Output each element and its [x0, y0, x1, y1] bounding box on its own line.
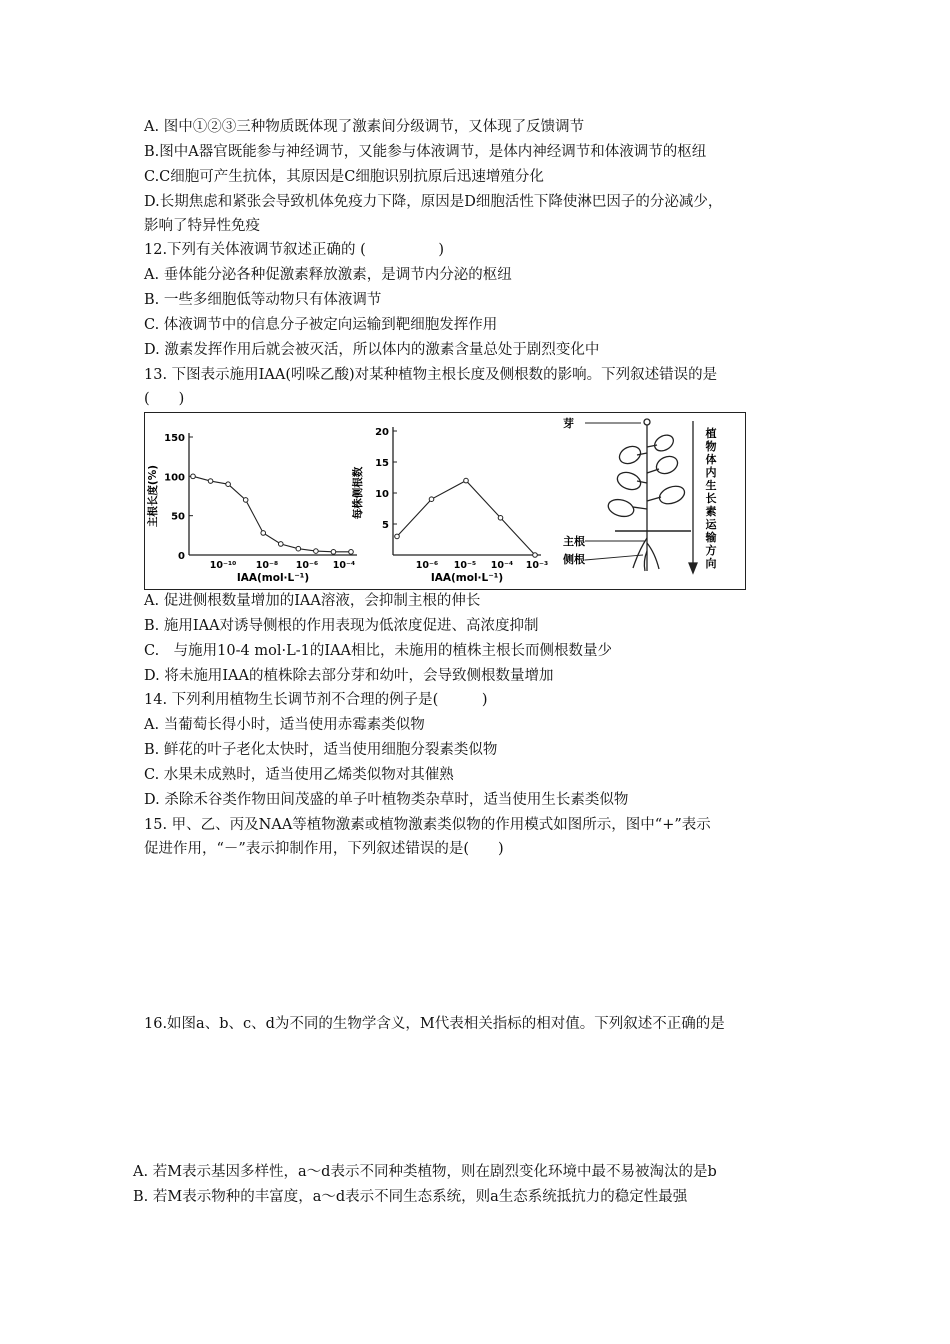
x-tick-label: 10⁻⁶	[295, 560, 319, 571]
y-tick-label: 10	[375, 489, 389, 500]
option-d: D. 将未施用IAA的植株除去部分芽和幼叶，会导致侧根数量增加	[144, 668, 554, 684]
y-axis-label: 主根长度(%)	[147, 464, 159, 528]
option-a: A. 若M表示基因多样性，a～d表示不同种类植物，则在剧烈变化环境中最不易被淘汰的是b	[133, 1164, 717, 1180]
data-point	[395, 534, 400, 539]
x-tick-label: 10⁻⁸	[255, 560, 279, 571]
option-c: C. 与施用10-4 mol·L-1的IAA相比，未施用的植株主根长而侧根数量少	[144, 643, 613, 659]
x-tick-label: 10⁻⁴	[332, 560, 356, 571]
main-root-length-chart	[146, 433, 357, 584]
x-tick-label: 10⁻⁵	[453, 560, 477, 571]
x-tick-label: 10⁻⁶	[415, 560, 439, 571]
data-line	[397, 481, 535, 555]
question-16: 16.如图a、b、c、d为不同的生物学含义，M代表相关指标的相对值。下列叙述不正确的是	[144, 1016, 725, 1032]
option-a: A. 当葡萄长得小时，适当使用赤霉素类似物	[144, 717, 425, 733]
y-axis-label: 每株侧根数	[352, 466, 364, 520]
option-d: D. 杀除禾谷类作物田间茂盛的单子叶植物类杂草时，适当使用生长素类似物	[144, 792, 629, 808]
data-point	[296, 546, 301, 551]
data-point	[261, 531, 266, 536]
question-15-cont: 促进作用，“－”表示抑制作用，下列叙述错误的是( )	[144, 841, 504, 857]
text-line: B.图中A器官既能参与神经调节，又能参与体液调节，是体内神经调节和体液调节的枢纽	[144, 144, 707, 160]
text-line: C.C细胞可产生抗体，其原因是C细胞识别抗原后迅速增殖分化	[144, 169, 544, 185]
y-tick-label: 100	[164, 472, 185, 484]
bud-label: 芽	[563, 417, 574, 430]
question-15: 15. 甲、乙、丙及NAA等植物激素或植物激素类似物的作用模式如图所示，图中“+”表示	[144, 817, 711, 833]
main-root-label: 主根	[563, 535, 585, 548]
option-a: A. 垂体能分泌各种促激素释放激素，是调节内分泌的枢纽	[144, 267, 512, 283]
x-axis-label: IAA(mol·L⁻¹)	[236, 572, 310, 584]
data-point	[331, 550, 336, 555]
lateral-root-count-chart	[351, 427, 548, 584]
iaa-figure	[144, 412, 746, 590]
y-tick-label: 150	[164, 433, 185, 444]
y-tick-label: 5	[382, 520, 389, 531]
y-tick-label: 0	[178, 551, 185, 562]
text-line: A. 图中①②③三种物质既体现了激素间分级调节，又体现了反馈调节	[144, 119, 585, 135]
x-axis-label: IAA(mol·L⁻¹)	[430, 572, 504, 584]
x-tick-label: 10⁻⁴	[490, 560, 514, 571]
data-point	[349, 550, 354, 555]
text-line: D.长期焦虑和紧张会导致机体免疫力下降，原因是D细胞活性下降使淋巴因子的分泌减少，	[144, 194, 723, 210]
option-c: C. 水果未成熟时，适当使用乙烯类似物对其催熟	[144, 767, 454, 783]
option-b: B. 一些多细胞低等动物只有体液调节	[144, 292, 382, 308]
lateral-root-label: 侧根	[563, 553, 585, 566]
plant-illustration	[585, 419, 697, 573]
option-a: A. 促进侧根数量增加的IAA溶液，会抑制主根的伸长	[144, 593, 481, 609]
text-line: 影响了特异性免疫	[144, 218, 260, 234]
option-d: D. 激素发挥作用后就会被灭活，所以体内的激素含量总处于剧烈变化中	[144, 342, 600, 358]
y-tick-label: 15	[375, 458, 389, 469]
x-tick-label: 10⁻³	[525, 560, 549, 571]
question-12: 12.下列有关体液调节叙述正确的 ( )	[144, 242, 444, 258]
data-point	[533, 553, 538, 558]
option-b: B. 鲜花的叶子老化太快时，适当使用细胞分裂素类似物	[144, 742, 498, 758]
data-point	[226, 482, 231, 487]
option-b: B. 若M表示物种的丰富度，a～d表示不同生态系统，则a生态系统抵抗力的稳定性最强	[133, 1189, 688, 1205]
answer-brackets: ( )	[144, 391, 185, 407]
auxin-direction-label: 植物体内生长素运输方向	[705, 427, 717, 570]
question-13: 13. 下图表示施用IAA(吲哚乙酸)对某种植物主根长度及侧根数的影响。下列叙述错误的是	[144, 367, 718, 383]
data-point	[191, 474, 196, 479]
data-point	[314, 549, 319, 554]
data-point	[464, 478, 469, 483]
data-point	[429, 497, 434, 502]
option-b: B. 施用IAA对诱导侧根的作用表现为低浓度促进、高浓度抑制	[144, 618, 539, 634]
y-tick-label: 50	[171, 511, 185, 523]
data-point	[208, 479, 213, 484]
data-point	[243, 498, 248, 503]
x-tick-label: 10⁻¹⁰	[209, 560, 237, 571]
data-point	[498, 516, 503, 521]
data-line	[193, 476, 351, 552]
data-point	[278, 542, 283, 547]
y-tick-label: 20	[375, 427, 389, 438]
question-14: 14. 下列利用植物生长调节剂不合理的例子是( )	[144, 692, 488, 708]
option-c: C. 体液调节中的信息分子被定向运输到靶细胞发挥作用	[144, 317, 498, 333]
